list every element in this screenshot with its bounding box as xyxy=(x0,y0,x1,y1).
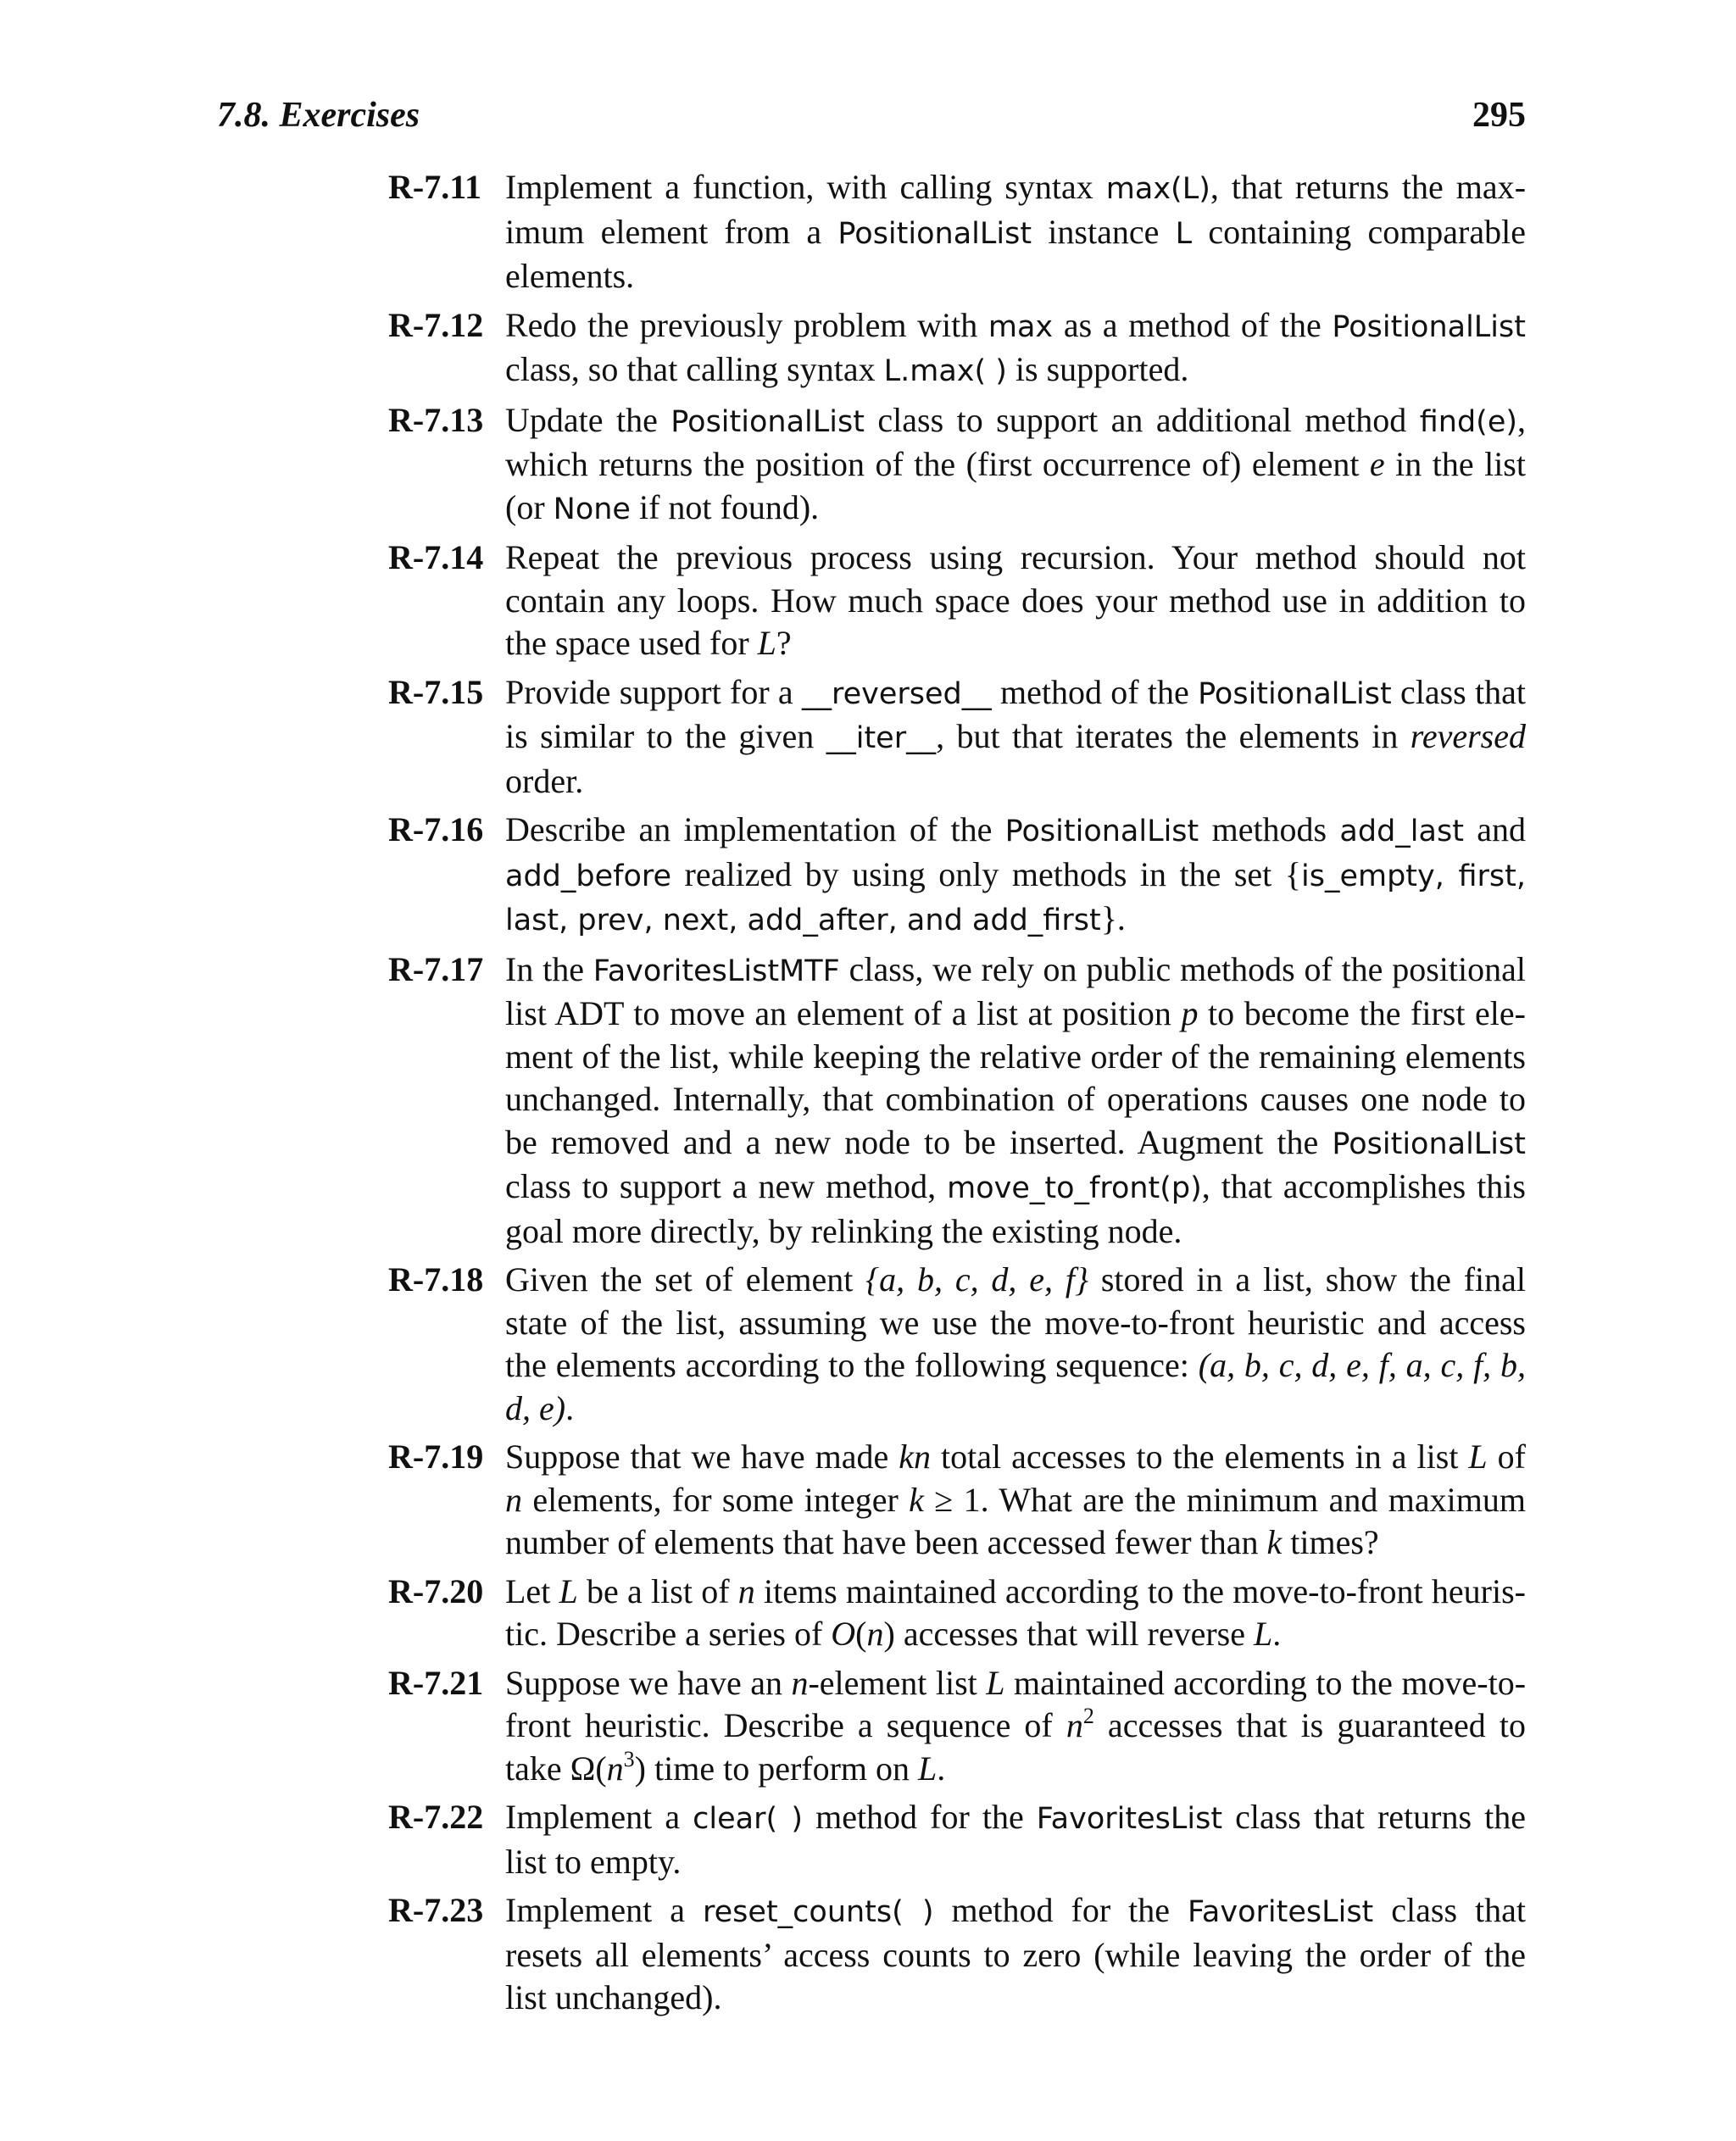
text-run: in the list (or xyxy=(505,445,1526,526)
code-identifier: find(e) xyxy=(1419,404,1518,439)
text-run: . xyxy=(937,1749,946,1788)
code-identifier: move_to_front(p) xyxy=(947,1171,1202,1205)
math-variable: k xyxy=(909,1480,924,1519)
exercise-number: R-7.20 xyxy=(388,1571,484,1610)
exercise-number: R-7.21 xyxy=(388,1663,484,1702)
text-run: -element list xyxy=(808,1663,987,1702)
math-variable: (a, b, c, d, e, f, a, c, f, b, d, e) xyxy=(505,1346,1527,1427)
text-run: class, we rely on public methods of the positional list ADT to move an element of a list at position xyxy=(505,949,1526,1032)
exercise-number: R-7.18 xyxy=(388,1260,484,1299)
text-run: Let xyxy=(505,1571,559,1610)
exercise-text xyxy=(505,166,1526,298)
exercise-item xyxy=(388,1662,1526,1791)
text-run: be a list of xyxy=(577,1571,738,1610)
exercise-item xyxy=(388,304,1526,393)
math-variable: L xyxy=(559,1571,578,1610)
math-variable: e xyxy=(1369,445,1385,483)
text-run: if not found). xyxy=(630,487,820,526)
text-run: realized by using only methods in the set { xyxy=(671,854,1301,893)
code-identifier: add_before xyxy=(505,859,672,893)
exercise-number: R-7.14 xyxy=(388,538,484,576)
text-run: class that is similar to the given xyxy=(505,672,1527,755)
page-number: 295 xyxy=(1472,96,1526,135)
exercise-item xyxy=(388,166,1526,298)
exercise-number: R-7.11 xyxy=(388,168,481,206)
text-run: Provide support for a xyxy=(505,672,802,711)
math-variable: n xyxy=(505,1480,522,1519)
text-run: method of the xyxy=(991,672,1199,711)
code-identifier: max xyxy=(988,309,1054,344)
exercise-text xyxy=(505,1889,1526,2020)
exercise-text xyxy=(505,1662,1526,1791)
code-identifier: L.max( ) xyxy=(883,354,1007,388)
text-run: class that returns the list to empty. xyxy=(505,1798,1526,1881)
text-run: of xyxy=(1487,1438,1526,1476)
text-run: Given the set of element xyxy=(505,1260,866,1299)
code-identifier: PositionalList xyxy=(1004,815,1199,848)
exercise-item xyxy=(388,671,1526,804)
math-variable: k xyxy=(1266,1523,1283,1561)
exercise-text xyxy=(505,948,1526,1254)
text-run: method for the xyxy=(933,1891,1188,1929)
exercise-item xyxy=(388,809,1526,943)
exercise-text xyxy=(505,671,1526,804)
code-identifier: clear( ) xyxy=(693,1802,804,1836)
math-variable: reversed xyxy=(1410,717,1526,755)
text-run: Redo the previously problem with xyxy=(505,305,988,344)
text-run: ) time to perform on xyxy=(634,1749,919,1788)
text-run: items maintained according to the move-to-front heuristic. Describe a series of xyxy=(505,1571,1526,1653)
exercise-text xyxy=(505,304,1526,393)
exercise-item xyxy=(388,1796,1526,1883)
math-variable: {a, b, c, d, e, f} xyxy=(865,1260,1088,1299)
code-identifier: PositionalList xyxy=(1198,676,1392,711)
math-variable: p xyxy=(1181,994,1199,1032)
code-identifier: __iter__ xyxy=(826,721,937,755)
text-run: class to support an additional method xyxy=(864,400,1420,439)
text-run: elements, for some integer xyxy=(522,1480,910,1519)
exercise-number: R-7.13 xyxy=(388,400,484,439)
code-identifier: reset_counts( ) xyxy=(703,1895,934,1929)
exercise-item xyxy=(388,537,1526,665)
text-run: maintained according to the move-to-front heuristic. Describe a sequence of xyxy=(505,1663,1527,1744)
math-variable: kn xyxy=(899,1438,932,1476)
superscript: 3 xyxy=(623,1746,635,1771)
text-run: Describe an implementation of the xyxy=(505,810,1005,848)
code-identifier: None xyxy=(553,492,631,526)
code-identifier: PositionalList xyxy=(1332,309,1526,344)
text-run: , which returns the position of the (first occurrence of) element xyxy=(505,400,1527,483)
code-identifier: FavoritesList xyxy=(1036,1802,1223,1836)
exercise-item xyxy=(388,1571,1526,1656)
exercise-number: R-7.12 xyxy=(388,305,484,344)
text-run: class, so that calling syntax xyxy=(505,350,884,388)
code-identifier: __reversed__ xyxy=(801,676,992,711)
exercise-text xyxy=(505,809,1526,943)
code-identifier: L xyxy=(1175,216,1193,251)
text-run: Implement a function, with calling syntax xyxy=(505,168,1106,206)
text-run: }. xyxy=(1100,899,1126,937)
text-run: as a method of the xyxy=(1053,305,1333,344)
math-variable: L xyxy=(757,624,776,662)
text-run: class that resets all elements’ access counts to zero (while leaving the order of the list unchanged). xyxy=(505,1891,1526,2016)
text-run: , but that iterates the elements in xyxy=(936,717,1410,755)
running-header xyxy=(217,95,1526,136)
code-identifier: FavoritesList xyxy=(1188,1895,1374,1929)
code-identifier: PositionalList xyxy=(670,404,865,439)
text-run: instance xyxy=(1032,212,1176,251)
exercise-number: R-7.22 xyxy=(388,1798,484,1836)
text-run: , that returns the maximum element from a xyxy=(505,168,1527,251)
text-run: ) accesses that will reverse xyxy=(883,1615,1254,1653)
math-variable: n xyxy=(1066,1706,1083,1744)
exercise-item xyxy=(388,1259,1526,1430)
text-run: . xyxy=(565,1388,575,1427)
code-identifier: PositionalList xyxy=(1332,1126,1526,1161)
math-variable: L xyxy=(1253,1615,1273,1653)
text-run: Update the xyxy=(505,400,671,439)
text-run: total accesses to the elements in a list xyxy=(931,1438,1469,1476)
text-run: Implement a xyxy=(505,1891,704,1929)
text-run: , that accomplishes this goal more directly, by relinking the existing node. xyxy=(505,1167,1526,1250)
exercise-text xyxy=(505,1796,1526,1883)
math-variable: n xyxy=(866,1615,884,1653)
math-variable: L xyxy=(986,1663,1005,1702)
text-run: stored in a list, show the final state of the list, assuming we use the move-to-front heuristic and access the elements according to the following sequence: xyxy=(505,1260,1526,1384)
text-run: class to support a new method, xyxy=(505,1167,948,1205)
exercise-number: R-7.19 xyxy=(388,1438,484,1476)
text-run: is supported. xyxy=(1006,350,1189,388)
text-run: containing comparable elements. xyxy=(505,212,1526,295)
text-run: to become the first element of the list, while keeping the relative order of the remaining elements unchanged. Internally, that combination of operations causes one node to be removed and a new node to be inserted. Augment the xyxy=(505,994,1526,1161)
math-variable: O xyxy=(831,1615,856,1653)
exercise-item xyxy=(388,1436,1526,1565)
math-variable: n xyxy=(606,1749,624,1788)
exercise-number: R-7.17 xyxy=(388,949,484,988)
code-identifier: PositionalList xyxy=(837,216,1032,251)
text-run: ≥ 1. What are the minimum and maximum number of elements that have been accessed fewer than xyxy=(505,1480,1527,1561)
exercise-text xyxy=(505,1436,1526,1565)
exercise-item xyxy=(388,1889,1526,2020)
exercise-number: R-7.16 xyxy=(388,810,484,848)
math-variable: L xyxy=(1468,1438,1488,1476)
exercise-item xyxy=(388,399,1526,531)
exercise-list xyxy=(388,166,1526,2026)
superscript: 2 xyxy=(1082,1704,1094,1728)
text-run: Suppose we have an xyxy=(505,1663,792,1702)
text-run: Suppose that we have made xyxy=(505,1438,899,1476)
text-run: ? xyxy=(776,624,792,662)
text-run: and xyxy=(1463,810,1526,848)
text-run: In the xyxy=(505,949,593,988)
code-identifier: is_empty, first, last, prev, next, add_after, and add_first xyxy=(505,859,1527,937)
text-run: times? xyxy=(1282,1523,1379,1561)
text-run: Implement a xyxy=(505,1798,693,1836)
text-run: order. xyxy=(505,761,584,800)
exercise-text xyxy=(505,399,1526,531)
math-variable: L xyxy=(918,1749,938,1788)
code-identifier: FavoritesListMTF xyxy=(593,954,840,988)
exercise-number: R-7.15 xyxy=(388,672,484,711)
exercise-text xyxy=(505,1259,1526,1430)
code-identifier: add_last xyxy=(1339,815,1464,848)
math-variable: n xyxy=(791,1663,809,1702)
text-run: accesses that is guaranteed to take Ω( xyxy=(505,1706,1526,1788)
text-run: method for the xyxy=(803,1798,1037,1836)
text-run: Repeat the previous process using recursion. Your method should not contain any loops. How much space does your method use in addition to the space used for xyxy=(505,538,1526,662)
text-run: . xyxy=(1272,1615,1282,1653)
math-variable: n xyxy=(737,1571,755,1610)
text-run: methods xyxy=(1199,810,1340,848)
exercise-number: R-7.23 xyxy=(388,1891,484,1929)
code-identifier: max(L) xyxy=(1105,172,1210,206)
exercise-text xyxy=(505,1571,1526,1656)
exercise-item xyxy=(388,948,1526,1254)
exercise-text xyxy=(505,537,1526,665)
text-run: ( xyxy=(855,1615,867,1653)
chapter-title: 7.8. Exercises xyxy=(217,96,420,135)
